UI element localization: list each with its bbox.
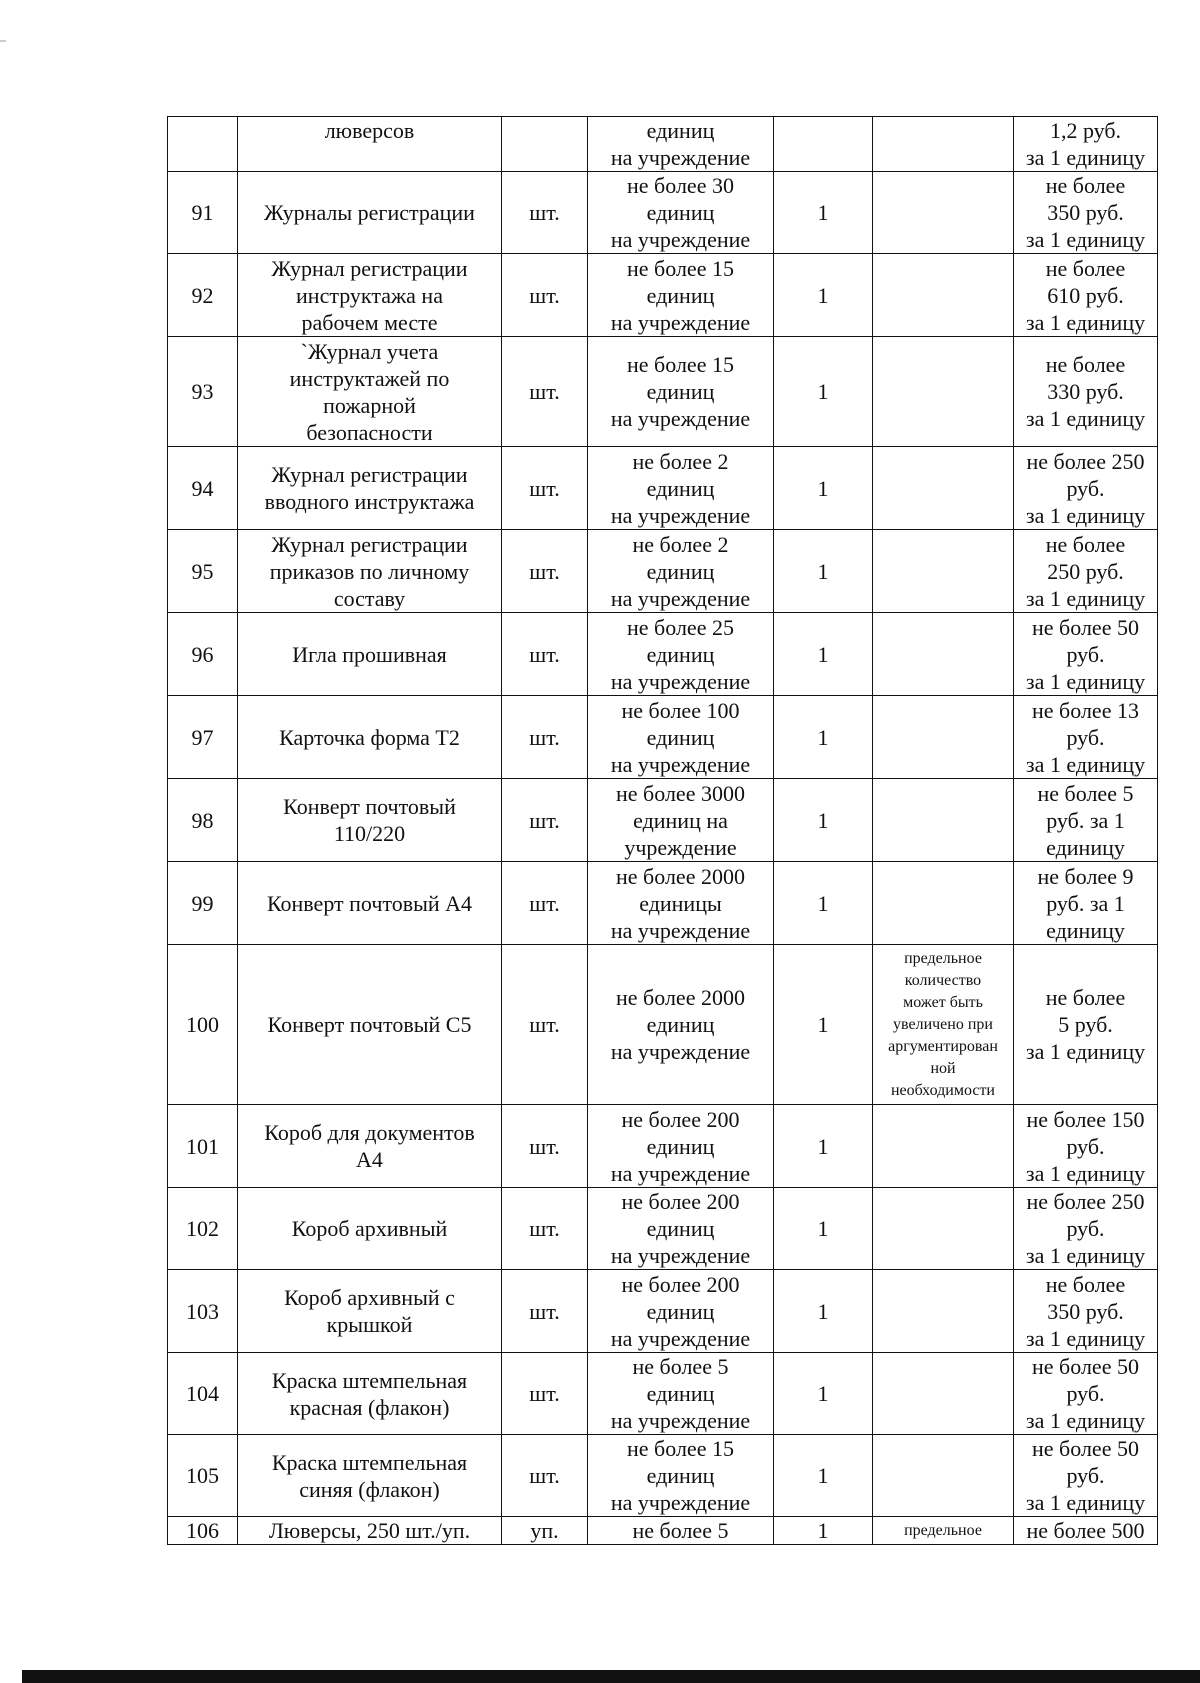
cell-unit [502, 337, 588, 447]
cell-item-name [238, 117, 502, 172]
cell-usage-period [774, 254, 873, 337]
unit-text: шт. [529, 558, 560, 584]
unit-text: шт. [529, 1298, 560, 1324]
row-number-text: 96 [191, 641, 214, 667]
quantity-limit-text: не более 15 единиц на учреждение [610, 352, 751, 431]
cell-note [873, 779, 1014, 862]
usage-period-text: 1 [817, 1298, 829, 1324]
price-limit-text: не более 250 руб. за 1 единицу [1025, 1189, 1146, 1268]
cell-usage-period [774, 1435, 873, 1517]
quantity-limit-text: не более 25 единиц на учреждение [610, 614, 751, 694]
row-number-text: 98 [191, 807, 214, 833]
item-name-text: Журнал регистрации инструктажа на рабочем месте [271, 255, 468, 335]
cell-price-limit [1014, 172, 1158, 254]
cell-note [873, 1270, 1014, 1353]
price-limit-text: не более 5 руб. за 1 единицу [1037, 780, 1134, 860]
cell-note [873, 1517, 1014, 1545]
note-text: предельное [904, 1521, 982, 1539]
usage-period-text: 1 [817, 890, 829, 916]
item-name-text: Журнал регистрации приказов по личному составу [269, 531, 470, 611]
cell-row-number [168, 613, 238, 696]
cell-item-name [238, 1517, 502, 1545]
cell-row-number [168, 945, 238, 1105]
cell-row-number [168, 447, 238, 530]
cell-row-number [168, 117, 238, 172]
item-name-text: люверсов [324, 118, 415, 143]
row-number-text: 102 [186, 1216, 219, 1241]
quantity-limit-text: не более 2000 единиц на учреждение [610, 985, 751, 1064]
item-name-text: `Журнал учета инструктажей по пожарной безопасности [289, 338, 450, 445]
quantity-limit-text: не более 100 единиц на учреждение [610, 697, 751, 777]
item-name-text: Конверт почтовый А4 [266, 890, 473, 916]
cell-quantity-limit [588, 172, 774, 254]
item-name-text: Краска штемпельная красная (флакон) [271, 1367, 468, 1420]
items-table [167, 116, 1158, 1545]
cell-quantity-limit [588, 337, 774, 447]
cell-usage-period [774, 613, 873, 696]
cell-note [873, 117, 1014, 172]
cell-unit [502, 613, 588, 696]
item-name-text: Карточка форма Т2 [279, 724, 460, 750]
cell-item-name [238, 779, 502, 862]
quantity-limit-text: не более 15 единиц на учреждение [610, 255, 751, 335]
row-number-text: 93 [191, 379, 214, 404]
cell-unit [502, 1353, 588, 1435]
usage-period-text: 1 [817, 724, 829, 750]
price-limit-text: не более 250 руб. за 1 единицу [1025, 448, 1146, 528]
unit-text: шт. [529, 724, 560, 750]
unit-text: шт. [529, 1463, 560, 1488]
item-name-text: Конверт почтовый 110/220 [283, 794, 456, 846]
item-name-text: Игла прошивная [292, 641, 447, 667]
cell-item-name [238, 1435, 502, 1517]
cell-item-name [238, 613, 502, 696]
usage-period-text: 1 [817, 1463, 829, 1488]
price-limit-text: не более 50 руб. за 1 единицу [1025, 1436, 1146, 1515]
quantity-limit-text: не более 3000 единиц на учреждение [616, 780, 745, 860]
cell-usage-period [774, 862, 873, 945]
table-row [168, 447, 1158, 530]
cell-row-number [168, 172, 238, 254]
cell-note [873, 254, 1014, 337]
cell-row-number [168, 337, 238, 447]
row-number-text: 106 [186, 1518, 219, 1543]
cell-price-limit [1014, 1435, 1158, 1517]
cell-price-limit [1014, 696, 1158, 779]
row-number-text: 103 [186, 1298, 219, 1324]
cell-price-limit [1014, 1353, 1158, 1435]
usage-period-text: 1 [817, 200, 829, 225]
cell-unit [502, 696, 588, 779]
price-limit-text: не более 610 руб. за 1 единицу [1025, 255, 1146, 335]
table-row [168, 1188, 1158, 1270]
cell-quantity-limit [588, 779, 774, 862]
cell-unit [502, 530, 588, 613]
table-row [168, 530, 1158, 613]
cell-unit [502, 1435, 588, 1517]
cell-price-limit [1014, 945, 1158, 1105]
cell-usage-period [774, 447, 873, 530]
cell-quantity-limit [588, 1105, 774, 1188]
unit-text: шт. [529, 807, 560, 833]
cell-usage-period [774, 530, 873, 613]
table-row [168, 945, 1158, 1105]
cell-usage-period [774, 337, 873, 447]
cell-price-limit [1014, 1188, 1158, 1270]
table-row [168, 254, 1158, 337]
cell-quantity-limit [588, 613, 774, 696]
cell-unit [502, 1517, 588, 1545]
price-limit-text: не более 9 руб. за 1 единицу [1037, 863, 1134, 943]
cell-row-number [168, 254, 238, 337]
row-number-text: 94 [191, 475, 214, 501]
cell-unit [502, 447, 588, 530]
table-row [168, 779, 1158, 862]
cell-price-limit [1014, 779, 1158, 862]
cell-note [873, 613, 1014, 696]
table-row [168, 1517, 1158, 1545]
unit-text: шт. [529, 1381, 560, 1406]
cell-usage-period [774, 779, 873, 862]
table-row [168, 1105, 1158, 1188]
cell-row-number [168, 1105, 238, 1188]
table-row [168, 172, 1158, 254]
quantity-limit-text: не более 2000 единицы на учреждение [610, 863, 751, 943]
price-limit-text: не более 350 руб. за 1 единицу [1025, 173, 1146, 252]
usage-period-text: 1 [817, 1012, 829, 1037]
price-limit-text: не более 500 [1026, 1518, 1145, 1543]
table-body [168, 117, 1158, 1545]
cell-item-name [238, 530, 502, 613]
cell-note [873, 172, 1014, 254]
quantity-limit-text: не более 5 единиц на учреждение [610, 1354, 751, 1433]
cell-row-number [168, 779, 238, 862]
cell-item-name [238, 1188, 502, 1270]
row-number-text: 92 [191, 282, 214, 308]
unit-text: уп. [530, 1518, 559, 1543]
cell-usage-period [774, 1353, 873, 1435]
cell-price-limit [1014, 117, 1158, 172]
cell-price-limit [1014, 862, 1158, 945]
table-row [168, 696, 1158, 779]
cell-row-number [168, 862, 238, 945]
cell-quantity-limit [588, 1353, 774, 1435]
row-number-text: 101 [186, 1133, 219, 1159]
price-limit-text: не более 13 руб. за 1 единицу [1025, 697, 1146, 777]
table-row [168, 1435, 1158, 1517]
quantity-limit-text: не более 200 единиц на учреждение [610, 1189, 751, 1268]
price-limit-text: не более 5 руб. за 1 единицу [1025, 985, 1146, 1064]
price-limit-text: не более 330 руб. за 1 единицу [1025, 352, 1146, 431]
price-limit-text: не более 350 руб. за 1 единицу [1025, 1271, 1146, 1351]
row-number-text: 104 [186, 1381, 219, 1406]
unit-text: шт. [529, 475, 560, 501]
cell-note [873, 1435, 1014, 1517]
cell-usage-period [774, 117, 873, 172]
cell-row-number [168, 1270, 238, 1353]
cell-row-number [168, 1353, 238, 1435]
table-row [168, 337, 1158, 447]
item-name-text: Журналы регистрации [264, 200, 475, 225]
usage-period-text: 1 [817, 641, 829, 667]
price-limit-text: не более 50 руб. за 1 единицу [1025, 614, 1146, 694]
cell-price-limit [1014, 1270, 1158, 1353]
cell-usage-period [774, 945, 873, 1105]
cell-quantity-limit [588, 447, 774, 530]
unit-text: шт. [529, 1216, 560, 1241]
price-limit-text: не более 150 руб. за 1 единицу [1025, 1106, 1146, 1186]
row-number-text: 99 [191, 890, 214, 916]
cell-row-number [168, 1517, 238, 1545]
cell-row-number [168, 1435, 238, 1517]
cell-quantity-limit [588, 1188, 774, 1270]
price-limit-text: не более 50 руб. за 1 единицу [1025, 1354, 1146, 1433]
cell-item-name [238, 1270, 502, 1353]
quantity-limit-text: не более 200 единиц на учреждение [610, 1106, 751, 1186]
item-name-text: Краска штемпельная синяя (флакон) [271, 1449, 468, 1502]
cell-quantity-limit [588, 1435, 774, 1517]
table-row [168, 862, 1158, 945]
usage-period-text: 1 [817, 1133, 829, 1159]
unit-text: шт. [529, 200, 560, 225]
price-limit-text: 1,2 руб. за 1 единицу [1025, 118, 1146, 170]
row-number-text: 100 [186, 1012, 219, 1037]
usage-period-text: 1 [817, 379, 829, 404]
cell-price-limit [1014, 1105, 1158, 1188]
cell-unit [502, 1105, 588, 1188]
cell-unit [502, 945, 588, 1105]
cell-row-number [168, 530, 238, 613]
row-number-text: 91 [191, 200, 214, 225]
cell-note [873, 530, 1014, 613]
cell-unit [502, 172, 588, 254]
cell-item-name [238, 696, 502, 779]
cell-usage-period [774, 1188, 873, 1270]
item-name-text: Люверсы, 250 шт./уп. [268, 1518, 471, 1543]
cell-row-number [168, 1188, 238, 1270]
item-name-text: Короб архивный [291, 1216, 448, 1241]
cell-quantity-limit [588, 696, 774, 779]
unit-text: шт. [529, 379, 560, 404]
cell-price-limit [1014, 447, 1158, 530]
quantity-limit-text: не более 2 единиц на учреждение [610, 531, 751, 611]
cell-note [873, 447, 1014, 530]
cell-price-limit [1014, 254, 1158, 337]
cell-unit [502, 862, 588, 945]
scan-mark [0, 40, 6, 42]
cell-item-name [238, 1353, 502, 1435]
item-name-text: Короб архивный с крышкой [284, 1285, 455, 1337]
cell-note [873, 1188, 1014, 1270]
scan-bottom-bar [22, 1670, 1200, 1683]
cell-quantity-limit [588, 117, 774, 172]
cell-usage-period [774, 696, 873, 779]
cell-unit [502, 254, 588, 337]
quantity-limit-text: не более 2 единиц на учреждение [610, 448, 751, 528]
unit-text: шт. [529, 641, 560, 667]
cell-item-name [238, 337, 502, 447]
usage-period-text: 1 [817, 282, 829, 308]
cell-price-limit [1014, 337, 1158, 447]
cell-unit [502, 779, 588, 862]
cell-price-limit [1014, 1517, 1158, 1545]
cell-item-name [238, 945, 502, 1105]
row-number-text: 95 [191, 558, 214, 584]
row-number-text: 105 [186, 1463, 219, 1488]
unit-text: шт. [529, 1133, 560, 1159]
cell-item-name [238, 447, 502, 530]
cell-item-name [238, 172, 502, 254]
cell-note [873, 862, 1014, 945]
cell-price-limit [1014, 530, 1158, 613]
cell-quantity-limit [588, 1270, 774, 1353]
cell-usage-period [774, 1105, 873, 1188]
cell-quantity-limit [588, 530, 774, 613]
usage-period-text: 1 [817, 1216, 829, 1241]
usage-period-text: 1 [817, 1518, 829, 1543]
table-row [168, 613, 1158, 696]
unit-text: шт. [529, 282, 560, 308]
row-number-text: 97 [191, 724, 214, 750]
table-row [168, 1353, 1158, 1435]
table-row [168, 117, 1158, 172]
cell-item-name [238, 1105, 502, 1188]
price-limit-text: не более 250 руб. за 1 единицу [1025, 531, 1146, 611]
table-row [168, 1270, 1158, 1353]
quantity-limit-text: не более 15 единиц на учреждение [610, 1436, 751, 1515]
cell-quantity-limit [588, 945, 774, 1105]
note-text: предельное количество может быть увеличено при аргументирован ной необходимости [888, 949, 998, 1099]
quantity-limit-text: не более 30 единиц на учреждение [610, 173, 751, 252]
cell-quantity-limit [588, 254, 774, 337]
cell-note [873, 696, 1014, 779]
cell-row-number [168, 696, 238, 779]
cell-quantity-limit [588, 1517, 774, 1545]
cell-unit [502, 1270, 588, 1353]
cell-item-name [238, 254, 502, 337]
quantity-limit-text: единиц на учреждение [610, 118, 751, 170]
cell-unit [502, 1188, 588, 1270]
usage-period-text: 1 [817, 1381, 829, 1406]
cell-unit [502, 117, 588, 172]
cell-price-limit [1014, 613, 1158, 696]
item-name-text: Короб для документов А4 [264, 1120, 475, 1172]
cell-usage-period [774, 172, 873, 254]
usage-period-text: 1 [817, 807, 829, 833]
cell-usage-period [774, 1517, 873, 1545]
cell-usage-period [774, 1270, 873, 1353]
unit-text: шт. [529, 890, 560, 916]
quantity-limit-text: не более 200 единиц на учреждение [610, 1271, 751, 1351]
cell-note [873, 337, 1014, 447]
cell-item-name [238, 862, 502, 945]
item-name-text: Журнал регистрации вводного инструктажа [264, 462, 475, 514]
cell-quantity-limit [588, 862, 774, 945]
usage-period-text: 1 [817, 558, 829, 584]
usage-period-text: 1 [817, 475, 829, 501]
unit-text: шт. [529, 1012, 560, 1037]
item-name-text: Конверт почтовый С5 [267, 1012, 472, 1037]
quantity-limit-text: не более 5 [632, 1518, 729, 1543]
cell-note [873, 945, 1014, 1105]
cell-note [873, 1105, 1014, 1188]
cell-note [873, 1353, 1014, 1435]
